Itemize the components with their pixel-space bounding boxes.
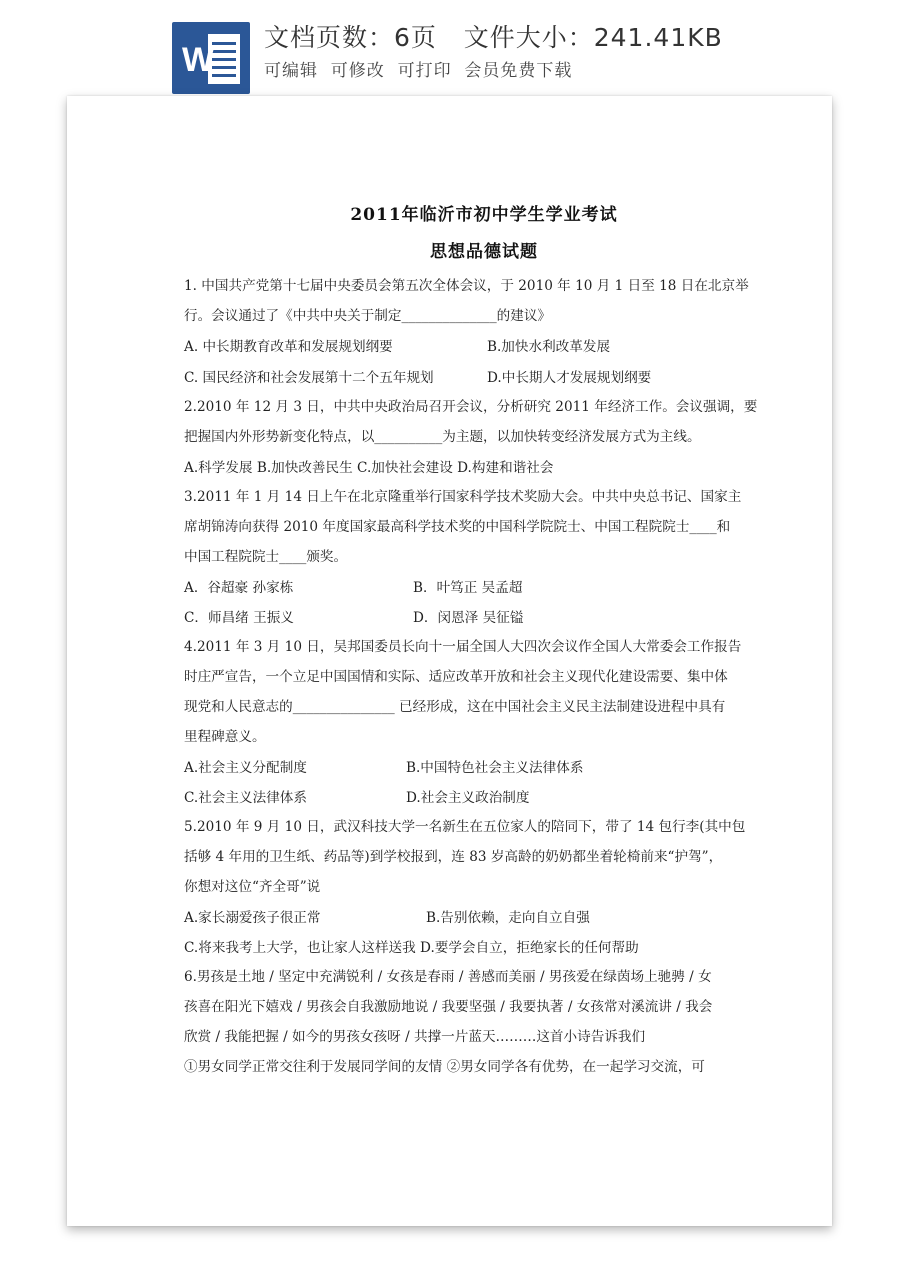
text-line: 现党和人民意志的_______________ 已经形成，这在中国社会主义民主法制建设进程中具有: [184, 699, 726, 715]
word-icon-letter: W: [181, 41, 215, 79]
option-b: B．叶笃正 吴孟超: [413, 580, 523, 596]
option-d: D.中长期人才发展规划纲要: [487, 370, 652, 386]
text-line: 孩喜在阳光下嬉戏 / 男孩会自我激励地说 / 我要坚强 / 我要执著 / 女孩常对溪流讲 / 我会: [184, 999, 713, 1015]
option-d: D．闵恩泽 吴征镒: [413, 610, 524, 626]
option-a: A. 中长期教育改革和发展规划纲要: [184, 339, 393, 355]
option-c: C. 国民经济和社会发展第十二个五年规划: [184, 370, 434, 386]
option-d: D.社会主义政治制度: [406, 790, 530, 806]
text-line: 6.男孩是土地 / 坚定中充满锐利 / 女孩是春雨 / 善感而美丽 / 男孩爱在绿茵场上驰骋 / 女: [184, 969, 712, 985]
text-line: 2.2010 年 12 月 3 日，中共中央政治局召开会议，分析研究 2011 年经济工作。会议强调，要: [184, 399, 758, 415]
text-line: 里程碑意义。: [184, 729, 266, 745]
text-line: 括够 4 年用的卫生纸、药品等)到学校报到，连 83 岁高龄的奶奶都坐着轮椅前来“护驾”，: [184, 849, 723, 865]
text-line: 时庄严宣告，一个立足中国国情和实际、适应改革开放和社会主义现代化建设需要、集中体: [184, 669, 728, 685]
word-doc-icon: [172, 22, 250, 94]
option-a: A.社会主义分配制度: [184, 760, 307, 776]
text-line: 中国工程院院士____颁奖。: [184, 549, 348, 565]
option-a: A．谷超豪 孙家栋: [184, 580, 294, 596]
exam-subtitle: 思想品德试题: [430, 242, 538, 262]
text-line: 席胡锦涛向获得 2010 年度国家最高科学技术奖的中国科学院院士、中国工程院院士____和: [184, 519, 731, 535]
text-line: 3.2011 年 1 月 14 日上午在北京隆重举行国家科学技术奖励大会。中共中央总书记、国家主: [184, 489, 742, 505]
file-features-line: 可编辑 可修改 可打印 会员免费下载: [264, 61, 573, 81]
options-line: A.科学发展 B.加快改善民生 C.加快社会建设 D.构建和谐社会: [184, 460, 554, 476]
download-banner: [0, 0, 900, 96]
exam-title: 2011年临沂市初中学生学业考试: [350, 205, 618, 225]
text-line: 欣赏 / 我能把握 / 如今的男孩女孩呀 / 共撑一片蓝天………这首小诗告诉我们: [184, 1029, 646, 1045]
option-b: B.中国特色社会主义法律体系: [406, 760, 584, 776]
option-c: C．师昌绪 王振义: [184, 610, 294, 626]
option-a: A.家长溺爱孩子很正常: [184, 910, 321, 926]
text-line: 行。会议通过了《中共中央关于制定______________的建议》: [184, 308, 552, 324]
text-line: 1. 中国共产党第十七届中央委员会第五次全体会议，于 2010 年 10 月 1 日至 18 日在北京举: [184, 278, 749, 294]
text-line: ①男女同学正常交往利于发展同学间的友情 ②男女同学各有优势，在一起学习交流，可: [184, 1059, 705, 1075]
option-c: C.社会主义法律体系: [184, 790, 307, 806]
document-page: [67, 96, 832, 1226]
file-info-line: 文档页数：6页 文件大小：241.41KB: [264, 23, 723, 52]
text-line: 你想对这位“齐全哥”说: [184, 879, 321, 895]
text-line: 把握国内外形势新变化特点，以__________为主题，以加快转变经济发展方式为主线。: [184, 429, 701, 445]
option-b: B.加快水利改革发展: [487, 339, 611, 355]
text-line: 5.2010 年 9 月 10 日，武汉科技大学一名新生在五位家人的陪同下，带了 14 包行李(其中包: [184, 819, 746, 835]
options-line: C.将来我考上大学，也让家人这样送我 D.要学会自立，拒绝家长的任何帮助: [184, 940, 639, 956]
text-line: 4.2011 年 3 月 10 日，吴邦国委员长向十一届全国人大四次会议作全国人大常委会工作报告: [184, 639, 742, 655]
option-b: B.告别依赖，走向自立自强: [426, 910, 590, 926]
